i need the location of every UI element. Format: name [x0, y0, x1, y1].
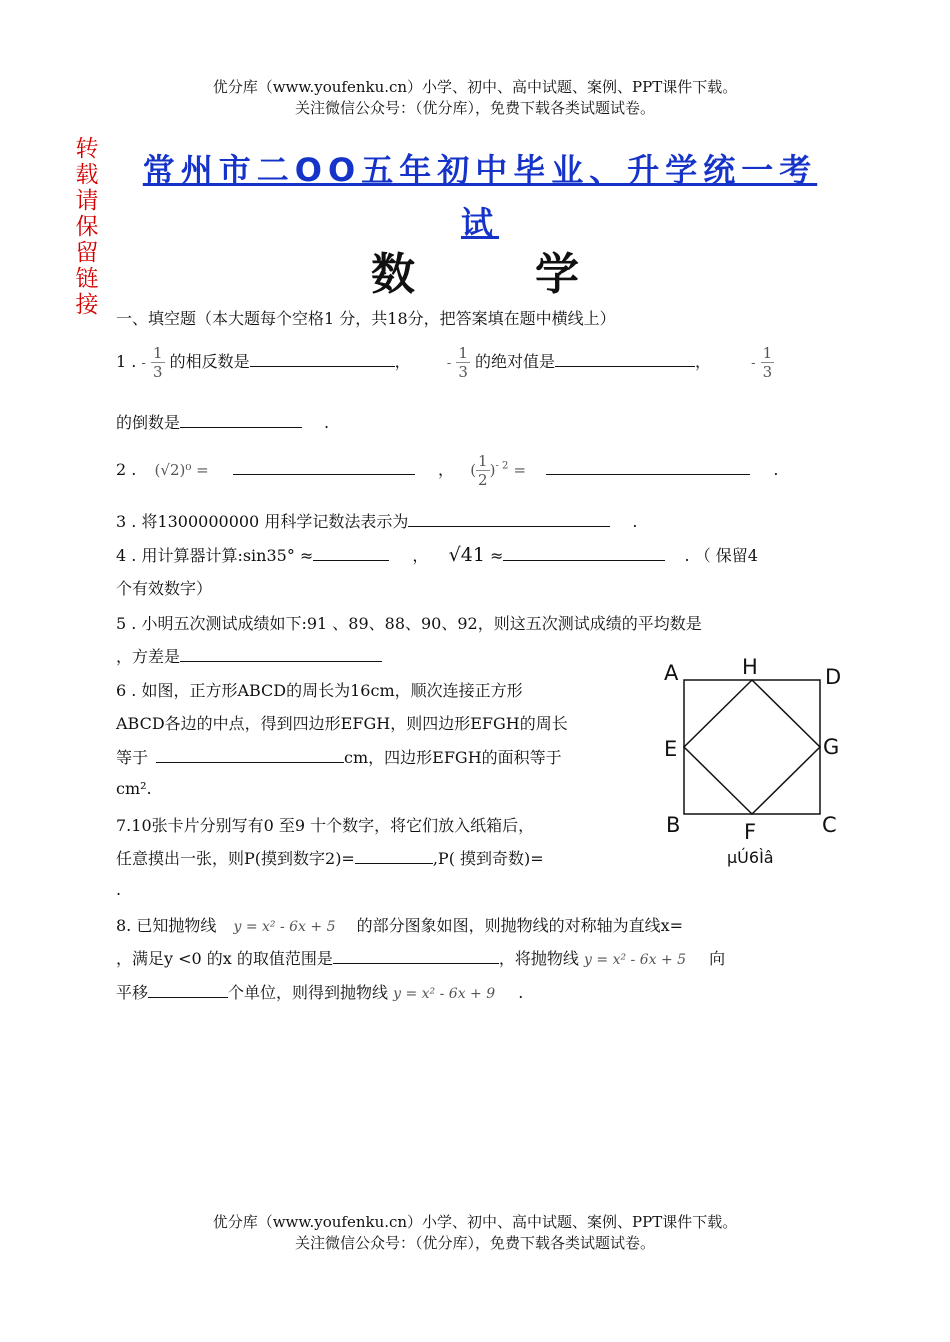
subject-char-2: 学 [535, 249, 579, 300]
frac-num: 1 [458, 344, 468, 362]
q1-end: . [324, 413, 330, 432]
q8-text-2: 的部分图象如图，则抛物线的对称轴为直线x= [356, 916, 684, 935]
title-line-2: 试 [460, 204, 499, 242]
fraction-one-third [456, 344, 470, 381]
question-7-line-3: . [116, 880, 122, 899]
question-1-cont [116, 410, 329, 433]
q8-end: . [518, 983, 524, 1002]
side-note: 转载请保留链接 [75, 136, 99, 318]
question-6-line-3 [116, 745, 562, 768]
q8-text-3: ，满足y <0 的x 的取值范围是 [116, 949, 333, 968]
q4-text: 4 . 用计算器计算:sin35° ≈ [116, 546, 314, 565]
frac-den: 2 [478, 471, 488, 489]
question-1 [116, 344, 774, 381]
answer-blank[interactable] [355, 847, 433, 864]
answer-blank[interactable] [250, 350, 395, 367]
answer-blank[interactable] [313, 544, 389, 561]
q7-text-odd: ,P( 摸到奇数)= [432, 849, 544, 868]
label-a: A [664, 661, 679, 685]
q1-sep: ， [694, 352, 711, 371]
question-5: 5 . 小明五次测试成绩如下:91 、89、88、90、92，则这五次测试成绩的平均数是 [116, 614, 702, 633]
q2-paren-open: ( [470, 461, 477, 479]
q4-approx: ≈ [490, 546, 504, 565]
question-4-cont: 个有效数字） [116, 579, 213, 598]
answer-blank[interactable] [546, 458, 750, 475]
fraction-one-third [761, 344, 775, 381]
q1-text-opposite: 的相反数是 [169, 352, 250, 371]
q1-sep: ， [394, 352, 411, 371]
square-abcd [684, 680, 820, 814]
label-g: G [823, 735, 840, 759]
q8-parabola-2: y = x² - 6x + 5 [584, 952, 687, 968]
q8-text-4: ，将抛物线 [498, 949, 579, 968]
q6-text-perimeter: 等于 [116, 748, 149, 767]
q8-parabola-3: y = x² - 6x + 9 [393, 986, 496, 1002]
square-efgh [684, 680, 820, 814]
header-line-2: 关注微信公众号：（优分库），免费下载各类试题试卷。 [294, 99, 655, 117]
q8-text-6: 平移 [116, 983, 149, 1002]
q4-sqrt-41: √41 [448, 544, 485, 566]
title-line-1: 常州市二OO五年初中毕业、升学统一考 [142, 151, 818, 189]
q8-text-5: 向 [709, 949, 726, 968]
answer-blank[interactable] [180, 645, 382, 662]
q1-number: 1 . [116, 352, 137, 371]
frac-num: 1 [478, 452, 488, 470]
label-e: E [664, 737, 678, 761]
question-6-line-4: cm². [116, 779, 152, 798]
frac-den: 3 [762, 363, 773, 381]
frac-den: 3 [152, 363, 163, 381]
q1-minus-1: - [141, 356, 146, 371]
figure-caption: µÚ6Ìâ [727, 848, 774, 867]
q2-number: 2 . [116, 460, 137, 479]
q2-end: . [773, 460, 779, 479]
fraction-one-half [476, 452, 490, 489]
subject-char-1: 数 [371, 249, 415, 300]
q4-sep: ， [412, 546, 429, 565]
q7-text-p2: 任意摸出一张，则P(摸到数字2)= [116, 849, 355, 868]
question-8-line-2 [116, 946, 725, 969]
frac-num: 1 [152, 344, 163, 362]
question-6-line-2: ABCD各边的中点，得到四边形EFGH，则四边形EFGH的周长 [116, 714, 568, 733]
question-8-line-1 [116, 913, 683, 936]
answer-blank[interactable] [156, 746, 344, 763]
q1-minus-2: - [446, 356, 452, 371]
label-d: D [825, 665, 842, 689]
label-f: F [744, 820, 757, 844]
question-7-line-1: 7.10张卡片分别写有0 至9 十个数字，将它们放入纸箱后， [116, 816, 535, 835]
question-5-cont [116, 644, 382, 667]
q5-text-variance: ，方差是 [116, 647, 181, 666]
question-8-line-3 [116, 980, 523, 1003]
answer-blank[interactable] [555, 350, 695, 367]
answer-blank[interactable] [180, 411, 302, 428]
question-2 [116, 452, 778, 489]
frac-num: 1 [762, 344, 773, 362]
q4-end: . （ 保留4 [684, 546, 758, 565]
question-3 [116, 509, 637, 532]
question-4 [116, 543, 758, 566]
q6-text-area: cm，四边形EFGH的面积等于 [344, 748, 562, 767]
answer-blank[interactable] [408, 510, 610, 527]
header-line-1: 优分库（www.youfenku.cn）小学、初中、高中试题、案例、PPT课件下载。 [212, 78, 738, 96]
fraction-one-third [151, 344, 165, 381]
q8-text-1: 8. 已知抛物线 [116, 916, 217, 935]
answer-blank[interactable] [148, 981, 228, 998]
q2-expr-1: (√2)⁰ = [154, 461, 209, 479]
q3-text: 3 . 将1300000000 用科学记数法表示为 [116, 512, 409, 531]
q1-text-reciprocal: 的倒数是 [116, 413, 181, 432]
footer-line-1: 优分库（www.youfenku.cn）小学、初中、高中试题、案例、PPT课件下载。 [212, 1213, 738, 1231]
q8-text-7: 个单位，则得到抛物线 [228, 983, 389, 1002]
question-7-line-2 [116, 846, 544, 869]
label-h: H [742, 655, 758, 679]
label-c: C [822, 813, 837, 837]
q2-equals: = [513, 461, 527, 479]
q3-end: . [632, 512, 638, 531]
footer-line-2: 关注微信公众号：（优分库），免费下载各类试题试卷。 [294, 1234, 655, 1252]
q2-sep: ， [437, 460, 454, 479]
q2-paren-close: ) [489, 461, 496, 479]
answer-blank[interactable] [233, 458, 415, 475]
label-b: B [666, 813, 681, 837]
q1-minus-3: - [751, 356, 756, 371]
q2-exponent: - 2 [495, 460, 509, 472]
answer-blank[interactable] [503, 544, 665, 561]
subject-title [0, 238, 950, 302]
question-6-line-1: 6 . 如图，正方形ABCD的周长为16cm，顺次连接正方形 [116, 681, 523, 700]
frac-den: 3 [458, 363, 468, 381]
q1-text-absolute: 的绝对值是 [474, 352, 555, 371]
q8-parabola-1: y = x² - 6x + 5 [233, 919, 336, 935]
section-heading: 一、填空题（本大题每个空格1 分，共18分，把答案填在题中横线上） [116, 309, 616, 328]
answer-blank[interactable] [333, 947, 499, 964]
